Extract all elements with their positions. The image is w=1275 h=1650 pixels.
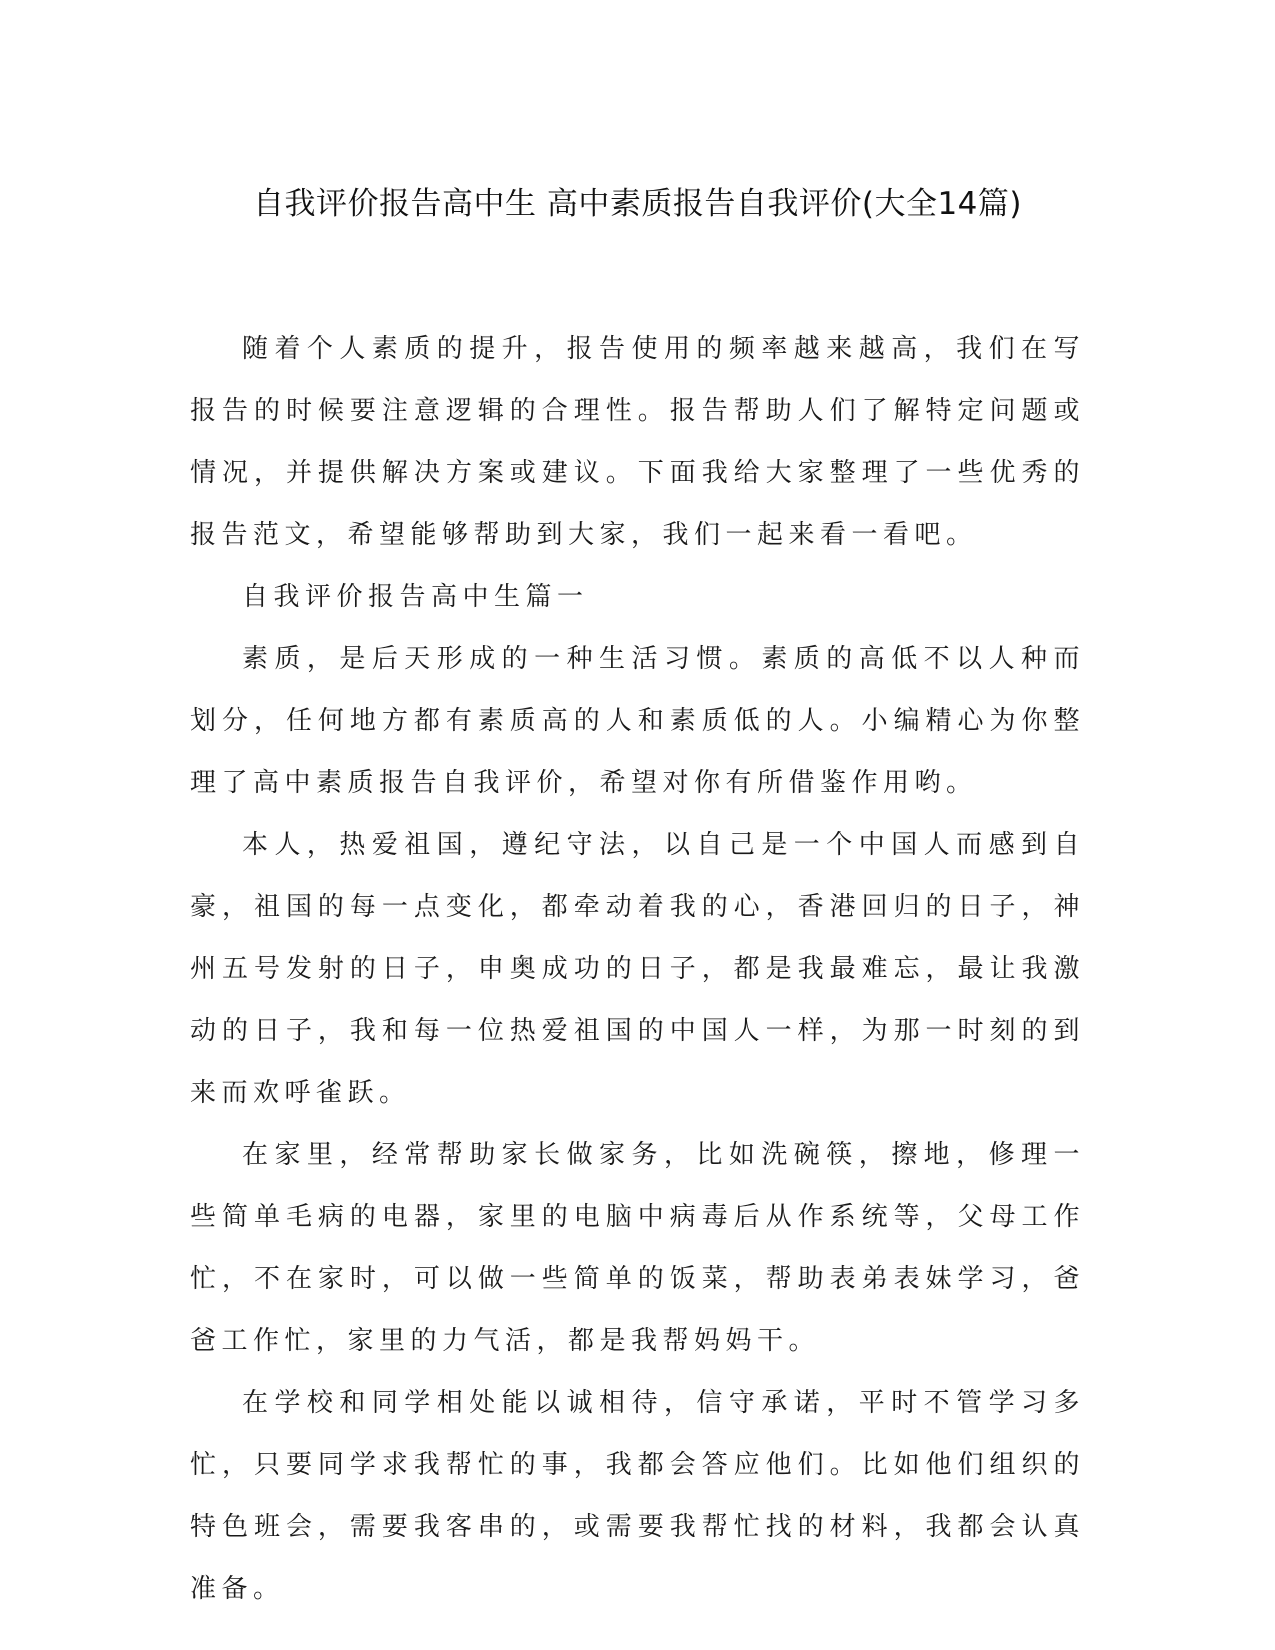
paragraph: 在学校和同学相处能以诚相待，信守承诺，平时不管学习多忙，只要同学求我帮忙的事，我都会答应他们。比如他们组织的特色班会，需要我客串的，或需要我帮忙找的材料，我都会认真准备。 xyxy=(190,1388,1085,1604)
paragraph: 素质，是后天形成的一种生活习惯。素质的高低不以人种而划分，任何地方都有素质高的人和素质低的人。小编精心为你整理了高中素质报告自我评价，希望对你有所借鉴作用哟。 xyxy=(190,644,1085,798)
paragraph: 本人，热爱祖国，遵纪守法，以自己是一个中国人而感到自豪，祖国的每一点变化，都牵动着我的心，香港回归的日子，神州五号发射的日子，申奥成功的日子，都是我最难忘，最让我激动的日子，我和每一位热爱祖国的中国人一样，为那一时刻的到来而欢呼雀跃。 xyxy=(190,830,1085,1108)
paragraph: 在家里，经常帮助家长做家务，比如洗碗筷，擦地，修理一些简单毛病的电器，家里的电脑中病毒后从作系统等，父母工作忙，不在家时，可以做一些简单的饭菜，帮助表弟表妹学习，爸爸工作忙，家里的力气活，都是我帮妈妈干。 xyxy=(190,1140,1085,1356)
document-body xyxy=(190,318,1085,1620)
document-title: 自我评价报告高中生 高中素质报告自我评价(大全14篇) xyxy=(253,186,1022,222)
paragraph-intro: 随着个人素质的提升，报告使用的频率越来越高，我们在写报告的时候要注意逻辑的合理性。报告帮助人们了解特定问题或情况，并提供解决方案或建议。下面我给大家整理了一些优秀的报告范文，希望能够帮助到大家，我们一起来看一看吧。 xyxy=(190,334,1085,550)
section-heading: 自我评价报告高中生篇一 xyxy=(242,582,589,612)
